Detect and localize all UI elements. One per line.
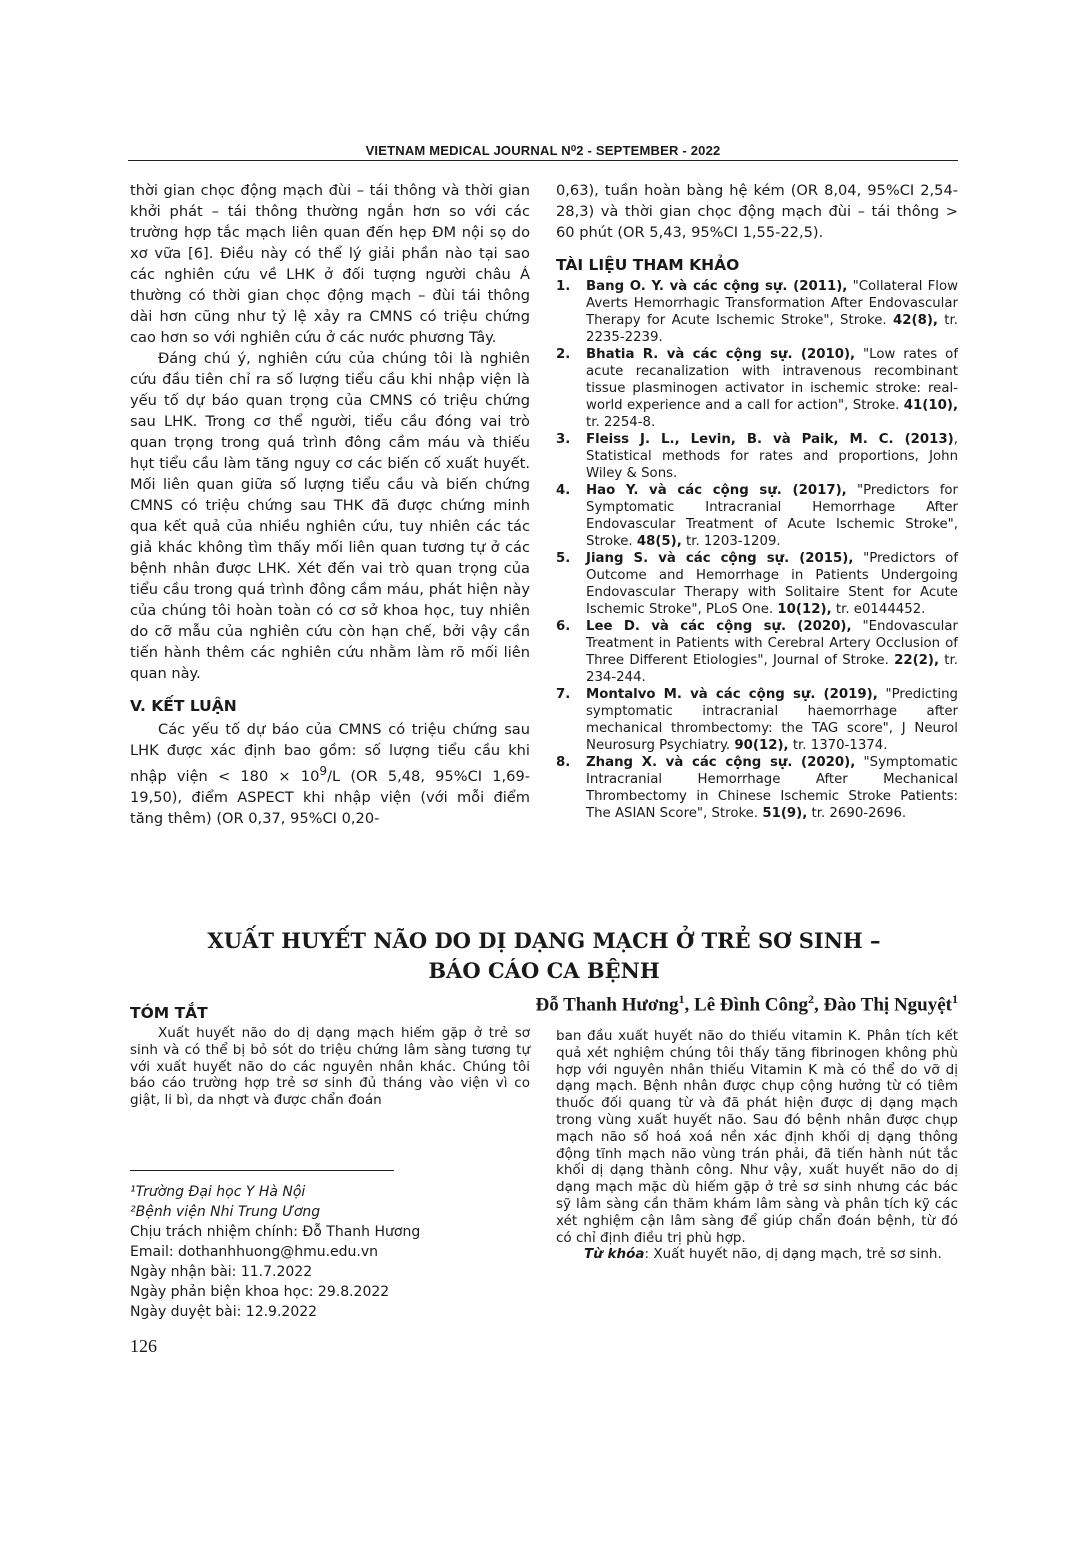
reference-item	[556, 618, 958, 686]
author-affiliation-mark: 1	[952, 992, 958, 1006]
author-separator: ,	[814, 994, 824, 1016]
conclusion-text: Các yếu tố dự báo của CMNS có triệu chứng sau LHK được xác định bao gồm: số lượng tiểu cầu khi nhập viện < 180 × 10	[130, 721, 530, 785]
date-reviewed: Ngày phản biện khoa học: 29.8.2022	[130, 1284, 390, 1300]
reference-pages: tr. 1203-1209.	[681, 534, 781, 549]
affiliation-2: ²Bệnh viện Nhi Trung Ương	[130, 1204, 321, 1220]
reference-item	[556, 482, 958, 550]
reference-pages: tr. 234-244.	[586, 653, 958, 685]
abstract-heading: TÓM TẮT	[130, 1004, 208, 1022]
reference-pages: tr. 2690-2696.	[807, 806, 907, 821]
paragraph: thời gian chọc động mạch đùi – tái thông và thời gian khởi phát – tái thông thường ngắn hơn so với các trường hợp tắc mạch liên quan đến hẹp ĐM nội sọ do xơ vữa [6]. Điều này có thể lý giải phần nào tại sao các nghiên cứu về LHK ở đối tượng người châu Á thường có thời gian chọc động mạch – đùi tái thông dài hơn cũng như tỷ lệ xảy ra CMNS có triệu chứng cao hơn so với nghiên cứu ở các nước phương Tây.	[130, 182, 530, 346]
section-heading: V. KẾT LUẬN	[130, 697, 237, 715]
affiliation-1: ¹Trường Đại học Y Hà Nội	[130, 1184, 306, 1200]
reference-text: , Statistical methods for rates and proportions, John Wiley & Sons.	[586, 432, 958, 481]
reference-item	[556, 278, 958, 346]
author-affiliation-mark: 2	[808, 992, 815, 1006]
reference-list	[556, 278, 958, 822]
date-accepted: Ngày duyệt bài: 12.9.2022	[130, 1304, 318, 1320]
reference-text: "Endovascular Treatment in Patients with Cerebral Artery Occlusion of Three Different Etiologies", Journal of Stroke.	[586, 619, 958, 668]
reference-authors: Jiang S. và các cộng sự. (2015),	[586, 551, 854, 566]
title-line: XUẤT HUYẾT NÃO DO DỊ DẠNG MẠCH Ở TRẺ SƠ SINH –	[207, 928, 881, 953]
header-rule	[128, 160, 958, 161]
reference-volume: 41(10),	[903, 398, 958, 413]
reference-text: "Predicting symptomatic intracranial haemorrhage after mechanical thrombectomy: the TAG score", J Neurol Neurosurg Psychiatry.	[586, 687, 958, 753]
conclusion-text: /L (OR 5,48, 95%CI 1,69-19,50), điểm ASPECT khi nhập viện (với mỗi điểm tăng thêm) (OR 0,37, 95%CI 0,20-	[130, 767, 530, 827]
left-column	[130, 180, 530, 829]
right-column	[556, 180, 958, 822]
reference-item	[556, 686, 958, 754]
reference-volume: 10(12),	[777, 602, 832, 617]
reference-pages: tr. 2254-8.	[586, 415, 656, 430]
reference-number: 1.	[556, 279, 571, 294]
corresponding-author: Chịu trách nhiệm chính: Đỗ Thanh Hương	[130, 1224, 421, 1240]
reference-item	[556, 431, 958, 482]
reference-number: 3.	[556, 432, 571, 447]
author-affiliation-mark: 1	[678, 992, 685, 1006]
title-line: BÁO CÁO CA BỆNH	[428, 958, 660, 983]
paragraph: 0,63), tuần hoàn bàng hệ kém (OR 8,04, 95%CI 2,54-28,3) và thời gian chọc động mạch đùi – tái thông > 60 phút (OR 5,43, 95%CI 1,55-22,5).	[556, 182, 958, 241]
reference-number: 8.	[556, 755, 571, 770]
references-heading: TÀI LIỆU THAM KHẢO	[556, 256, 740, 274]
journal-header: VIETNAM MEDICAL JOURNAL N⁰2 - SEPTEMBER - 2022	[365, 143, 721, 158]
reference-number: 7.	[556, 687, 571, 702]
date-received: Ngày nhận bài: 11.7.2022	[130, 1264, 313, 1280]
abstract-right	[556, 1028, 958, 1263]
reference-volume: 42(8),	[893, 313, 938, 328]
page-number: 126	[130, 1336, 157, 1356]
footnotes	[130, 1182, 530, 1322]
reference-authors: Zhang X. và các cộng sự. (2020),	[586, 755, 856, 770]
reference-item	[556, 346, 958, 431]
abstract-text: Xuất huyết não do dị dạng mạch hiếm gặp ở trẻ sơ sinh và có thể bị bỏ sót do triệu chứng lâm sàng tương tự với xuất huyết não do các nguyên nhân khác. Chúng tôi báo cáo trường hợp trẻ sơ sinh đủ tháng vào viện vì co giật, li bì, da nhợt và được chẩn đoán	[130, 1025, 530, 1109]
reference-volume: 90(12),	[734, 738, 789, 753]
author-name: Lê Đình Công	[694, 994, 809, 1016]
reference-authors: Lee D. và các cộng sự. (2020),	[586, 619, 852, 634]
reference-volume: 48(5),	[636, 534, 682, 549]
reference-authors: Fleiss J. L., Levin, B. và Paik, M. C. (2013)	[586, 432, 954, 447]
reference-text: "Low rates of acute recanalization with intravenous recombinant tissue plasminogen activator in ischemic stroke: real-world experience and a call for action", Stroke.	[586, 347, 958, 413]
abstract-left	[130, 1004, 530, 1109]
reference-text: "Predictors of Outcome and Hemorrhage in Patients Undergoing Endovascular Therapy with Solitaire Stent for Acute Ischemic Stroke", PLoS One.	[586, 551, 958, 617]
reference-pages: tr. e0144452.	[831, 602, 926, 617]
reference-number: 4.	[556, 483, 571, 498]
article-title	[130, 926, 958, 986]
abstract-text: ban đầu xuất huyết não do thiếu vitamin K. Phân tích kết quả xét nghiệm chúng tôi thấy tăng fibrinogen không phù hợp với nguyên nhân thiếu Vitamin K mà có thể do vỡ dị dạng mạch. Bệnh nhân được chụp cộng hưởng từ có tiêm thuốc đối quang từ và đã phát hiện được dị dạng mạch trong vùng xuất huyết não. Sau đó bệnh nhân được chụp mạch não số hoá xoá nền xác định khối dị dạng thông động tĩnh mạch não vùng trán phải, đã tiến hành nút tắc khối dị dạng thành công. Như vậy, xuất huyết não do dị dạng mạch mặc dù hiếm gặp ở trẻ sơ sinh nhưng các bác sỹ lâm sàng cần thăm khám lâm sàng và phân tích kỹ các xét nghiệm cận lâm sàng để giúp chẩn đoán bệnh, từ đó có chỉ định điều trị phù hợp.	[556, 1028, 958, 1246]
reference-pages: tr. 2235-2239.	[586, 313, 958, 345]
reference-volume: 51(9),	[762, 806, 808, 821]
reference-text: "Symptomatic Intracranial Hemorrhage After Mechanical Thrombectomy in Chinese Ischemic Stroke Patients: The ASIAN Score", Stroke.	[586, 755, 958, 821]
reference-authors: Bang O. Y. và các cộng sự. (2011),	[586, 279, 848, 294]
reference-item	[556, 550, 958, 618]
reference-number: 5.	[556, 551, 571, 566]
author-name: Đào Thị Nguyệt	[823, 994, 952, 1016]
reference-pages: tr. 1370-1374.	[788, 738, 888, 753]
conclusion-superscript: 9	[319, 764, 328, 778]
reference-authors: Montalvo M. và các cộng sự. (2019),	[586, 687, 878, 702]
reference-authors: Hao Y. và các cộng sự. (2017),	[586, 483, 847, 498]
author-separator: ,	[684, 994, 695, 1016]
footnote-rule	[130, 1170, 394, 1171]
reference-volume: 22(2),	[894, 653, 940, 668]
email: Email: dothanhhuong@hmu.edu.vn	[130, 1244, 379, 1260]
author-name: Đỗ Thanh Hương	[535, 994, 679, 1016]
reference-number: 6.	[556, 619, 571, 634]
reference-number: 2.	[556, 347, 571, 362]
reference-item	[556, 754, 958, 822]
conclusion-paragraph	[130, 719, 530, 829]
keywords-text: : Xuất huyết não, dị dạng mạch, trẻ sơ sinh.	[644, 1246, 942, 1263]
keywords-label: Từ khóa	[584, 1246, 645, 1263]
paragraph: Đáng chú ý, nghiên cứu của chúng tôi là nghiên cứu đầu tiên chỉ ra số lượng tiểu cầu khi nhập viện là yếu tố dự báo quan trọng của CMNS có triệu chứng sau LHK. Trong cơ thể người, tiểu cầu đóng vai trò quan trọng trong quá trình đông cầm máu và thiếu hụt tiểu cầu làm tăng nguy cơ các biến cố xuất huyết. Mối liên quan giữa số lượng tiểu cầu và biến chứng CMNS có triệu chứng sau THK đã được chứng minh qua kết quả của nhiều nghiên cứu, tuy nhiên các tác giả khác không tìm thấy mối liên quan tương tự ở các bệnh nhân được LHK. Xét đến vai trò quan trọng của tiểu cầu trong quá trình đông cầm máu, phát hiện này của chúng tôi hoàn toàn có cơ sở khoa học, tuy nhiên do cỡ mẫu của nghiên cứu còn hạn chế, bởi vậy cần tiến hành thêm các nghiên cứu nhằm làm rõ mối liên quan này.	[130, 350, 530, 682]
reference-text: "Predictors for Symptomatic Intracranial Hemorrhage After Endovascular Treatment of Acute Ischemic Stroke", Stroke.	[586, 483, 959, 549]
author-list	[535, 992, 958, 1016]
reference-text: "Collateral Flow Averts Hemorrhagic Transformation After Endovascular Therapy for Acute Ischemic Stroke", Stroke.	[586, 279, 959, 328]
reference-authors: Bhatia R. và các cộng sự. (2010),	[586, 347, 856, 362]
keywords	[556, 1246, 958, 1263]
